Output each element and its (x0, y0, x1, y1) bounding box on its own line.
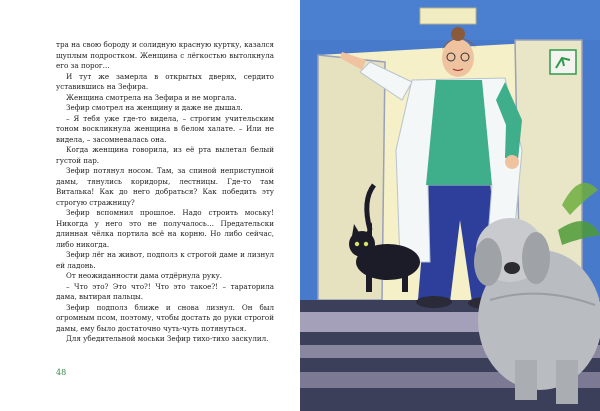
paragraph: Зефир подполз ближе и снова лизнул. Он был огромным псом, поэтому, чтобы достать до руки строгой дамы, ему было достаточно чуть-чуть потянуться. (56, 302, 274, 333)
page-number: 48 (56, 368, 67, 377)
paragraph: тра на свою бороду и солидную красную куртку, казался щуплым подростком. Женщина с лёгкостью вытолкнула его за порог… (56, 40, 274, 70)
paragraph: Женщина смотрела на Зефира и не моргала. (66, 92, 237, 102)
paragraph: Зефир лёг на живот, подполз к строгой даме и лизнул ей ладонь. (56, 250, 274, 270)
paragraph: Зефир смотрел на женщину и даже не дышал. (66, 103, 243, 112)
paragraph: От неожиданности дама отдёрнула руку. (66, 271, 223, 280)
paragraph: Зефир вспомнил прошлое. Надо строить моську! Никогда у него это не получалось… Предательски длинная чёлка портила всё на корню. Но либо сейчас, либо никогда. (56, 208, 274, 249)
paragraph: Когда женщина говорила, из её рта вылетал белый густой пар. (56, 145, 274, 165)
paragraph: Зефир потянул носом. Там, за спиной неприступной дамы, тянулись коридоры, лестницы. Где-то там Виталька! Как до него добраться? Как победить эту строгую стражницу? (56, 166, 274, 207)
paragraph: И тут же замерла в открытых дверях, сердито уставившись на Зефира. (56, 71, 274, 91)
story-text (56, 40, 274, 345)
illustration (300, 0, 600, 411)
paragraph: Для убедительной моськи Зефир тихо-тихо заскулил. (66, 334, 269, 343)
paragraph: – Я тебя уже где-то видела, – строгим учительским тоном воскликнула женщина в белом халате. – Или не видела, – засомневалась она. (56, 113, 274, 144)
ceiling-lamp (420, 8, 476, 24)
paragraph: – Что это? Это что?! Что это такое?! – тараторила дама, вытирая пальцы. (56, 281, 274, 301)
